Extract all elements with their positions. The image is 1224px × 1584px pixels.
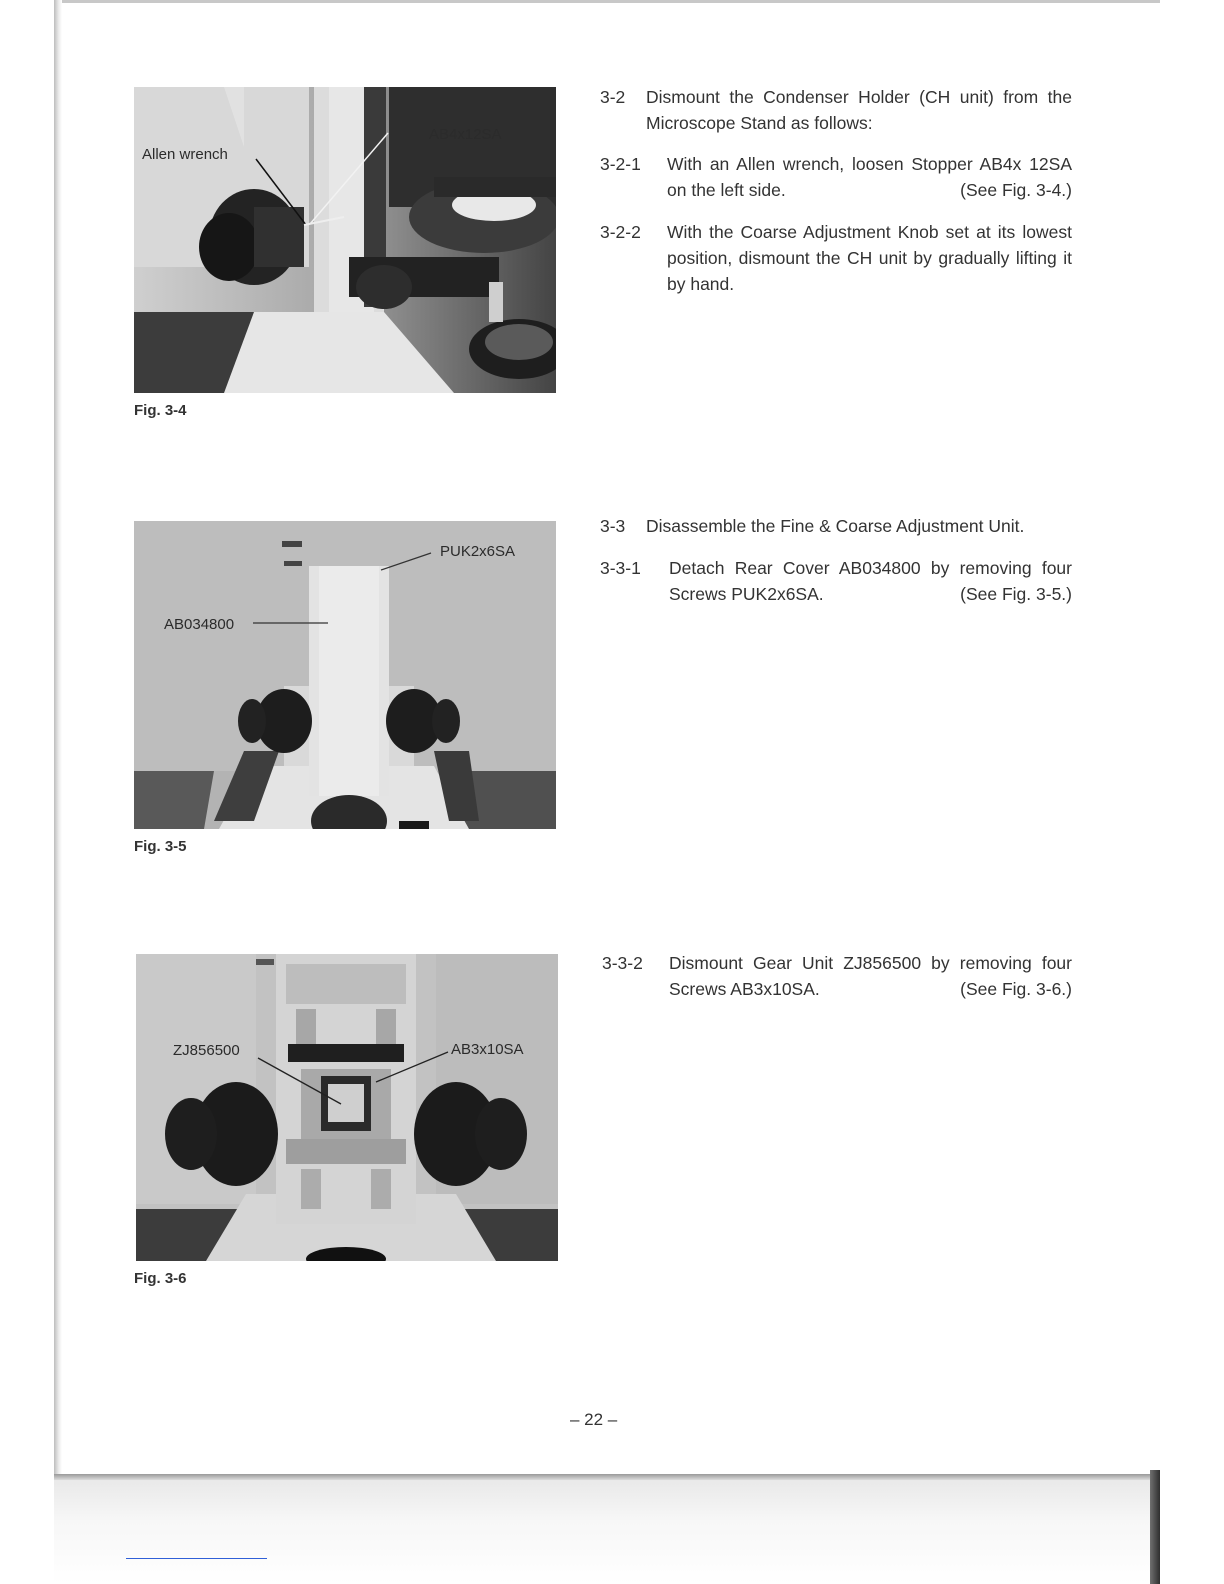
rear-cover-photo (134, 521, 556, 829)
step-text: Detach Rear Cover AB034800 by removing four Screws PUK2x6SA. (669, 558, 1072, 604)
step-number: 3-3 (600, 516, 626, 536)
binding-spine (1150, 1470, 1160, 1584)
figure-3-5-caption: Fig. 3-5 (134, 838, 187, 855)
figure-3-4-caption: Fig. 3-4 (134, 402, 187, 419)
blue-rule (126, 1558, 267, 1559)
callout-ab3x10sa: AB3x10SA (451, 1041, 524, 1058)
step-3-2 (600, 84, 1072, 138)
step-text: Dismount the Condenser Holder (CH unit) from the Microscope Stand as follows: (646, 87, 1072, 133)
step-number: 3-3-1 (600, 558, 641, 578)
step-number: 3-2-2 (600, 222, 641, 242)
page-edge-top (55, 0, 1160, 3)
figure-reference: (See Fig. 3-6.) (960, 979, 1072, 999)
figure-3-5-photo (134, 521, 556, 829)
step-number: 3-3-2 (602, 953, 643, 973)
step-text: Dismount Gear Unit ZJ856500 by removing four Screws AB3x10SA. (669, 953, 1072, 999)
figure-3-6-caption: Fig. 3-6 (134, 1270, 187, 1287)
callout-zj856500: ZJ856500 (173, 1042, 240, 1059)
step-text: With the Coarse Adjustment Knob set at its lowest position, dismount the CH unit by gradually lifting it by hand. (667, 222, 1072, 294)
step-body (669, 950, 1072, 1002)
step-3-2-2 (600, 219, 1072, 299)
page-edge-left (54, 0, 62, 1478)
step-3-3 (600, 513, 1072, 541)
step-body (667, 151, 1072, 203)
step-text: Disassemble the Fine & Coarse Adjustment Unit. (646, 516, 1025, 536)
figure-reference: (See Fig. 3-5.) (960, 584, 1072, 604)
step-body (669, 555, 1072, 607)
step-text: With an Allen wrench, loosen Stopper AB4x 12SA on the left side. (667, 154, 1072, 200)
step-number: 3-2 (600, 87, 626, 107)
callout-ab034800: AB034800 (164, 616, 235, 633)
figure-3-4-photo (134, 87, 556, 393)
callout-allen-wrench: Allen wrench (142, 146, 228, 163)
callout-ab4x12sa: AB4x12SA (429, 126, 502, 143)
gear-unit-photo (136, 954, 558, 1261)
step-3-2-1 (600, 151, 1072, 205)
step-3-3-1 (600, 555, 1072, 609)
step-number: 3-2-1 (600, 154, 641, 174)
page-number: – 22 – (570, 1410, 618, 1429)
callout-puk2x6sa: PUK2x6SA (440, 543, 516, 560)
under-sheet (54, 1480, 1160, 1584)
figure-reference: (See Fig. 3-4.) (960, 180, 1072, 200)
step-3-3-2 (602, 950, 1072, 1004)
figure-3-6-photo (136, 954, 558, 1261)
